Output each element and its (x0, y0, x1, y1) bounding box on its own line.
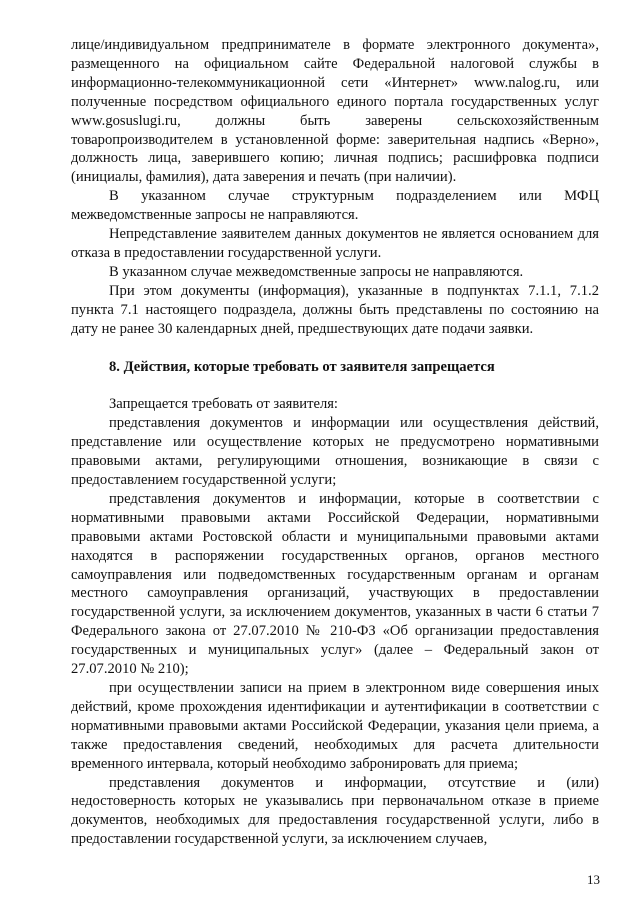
section-gap (71, 339, 599, 358)
paragraph-documents-date: При этом документы (информация), указанные в подпунктах 7.1.1, 7.1.2 пункта 7.1 настоящего подраздела, должны быть представлены по состоянию на дату не ранее 30 календарных дней, предшествующих дате подачи заявки. (71, 282, 599, 337)
paragraph-prohibited-item: представления документов и информации, отсутствие и (или) недостоверность которых не указывались при первоначальном отказе в приеме документов, необходимых для предоставления государственной услуги, либо в предоставлении государственной услуги, за исключением случаев, (71, 774, 599, 848)
section-heading: 8. Действия, которые требовать от заявителя запрещается (109, 358, 495, 375)
page-number: 13 (587, 872, 600, 887)
paragraph-non-submission: Непредставление заявителем данных документов не является основанием для отказа в предоставлении государственной услуги. (71, 226, 599, 261)
section-gap (71, 376, 599, 395)
paragraph-prohibited-intro: Запрещается требовать от заявителя: (109, 396, 338, 413)
paragraph-continuation: лице/индивидуальном предпринимателе в формате электронного документа», размещенного на официальном сайте Федеральной налоговой службы в информационно-телекоммуникационной сети «Интернет» www.nalog.ru, или полученные посредством официального единого портала государственных услуг www.gosuslugi.ru, должны быть заверены сельскохозяйственным товаропроизводителем в установленной форме: заверительная надпись «Верно», должность лица, заверившего копию; личная подпись; расшифровка подписи (инициалы, фамилия), дата заверения и печать (при наличии). (71, 37, 599, 186)
paragraph-prohibited-item: представления документов и информации или осуществления действий, представление или осуществление которых не предусмотрено нормативными правовыми актами, регулирующими отношения, возникающие в связи с предоставлением государственной услуги; (71, 415, 599, 489)
paragraph-mfc-requests: В указанном случае структурным подразделением или МФЦ межведомственные запросы не направляются. (71, 188, 599, 224)
paragraph-interagency-requests: В указанном случае межведомственные запросы не направляются. (109, 263, 524, 280)
document-page (71, 36, 599, 849)
paragraph-prohibited-item: представления документов и информации, которые в соответствии с нормативными правовыми актами Российской Федерации, нормативными правовыми актами Ростовской области и муниципальными правовыми актами находятся в распоряжении государственных органов, органов местного самоуправления или подведомственных государственным органам и органам местного самоуправления организаций, участвующих в предоставлении государственной услуги, за исключением документов, указанных в части 6 статьи 7 Федерального закона от 27.07.2010 № 210-ФЗ «Об организации предоставления государственных и муниципальных услуг» (далее – Федеральный закон от 27.07.2010 № 210); (71, 490, 599, 678)
paragraph-prohibited-item: при осуществлении записи на прием в электронном виде совершения иных действий, кроме прохождения идентификации и аутентификации в соответствии с нормативными правовыми актами Российской Федерации, указания цели приема, а также предоставления сведений, необходимых для расчета длительности временного интервала, который необходимо забронировать для приема; (71, 680, 599, 772)
